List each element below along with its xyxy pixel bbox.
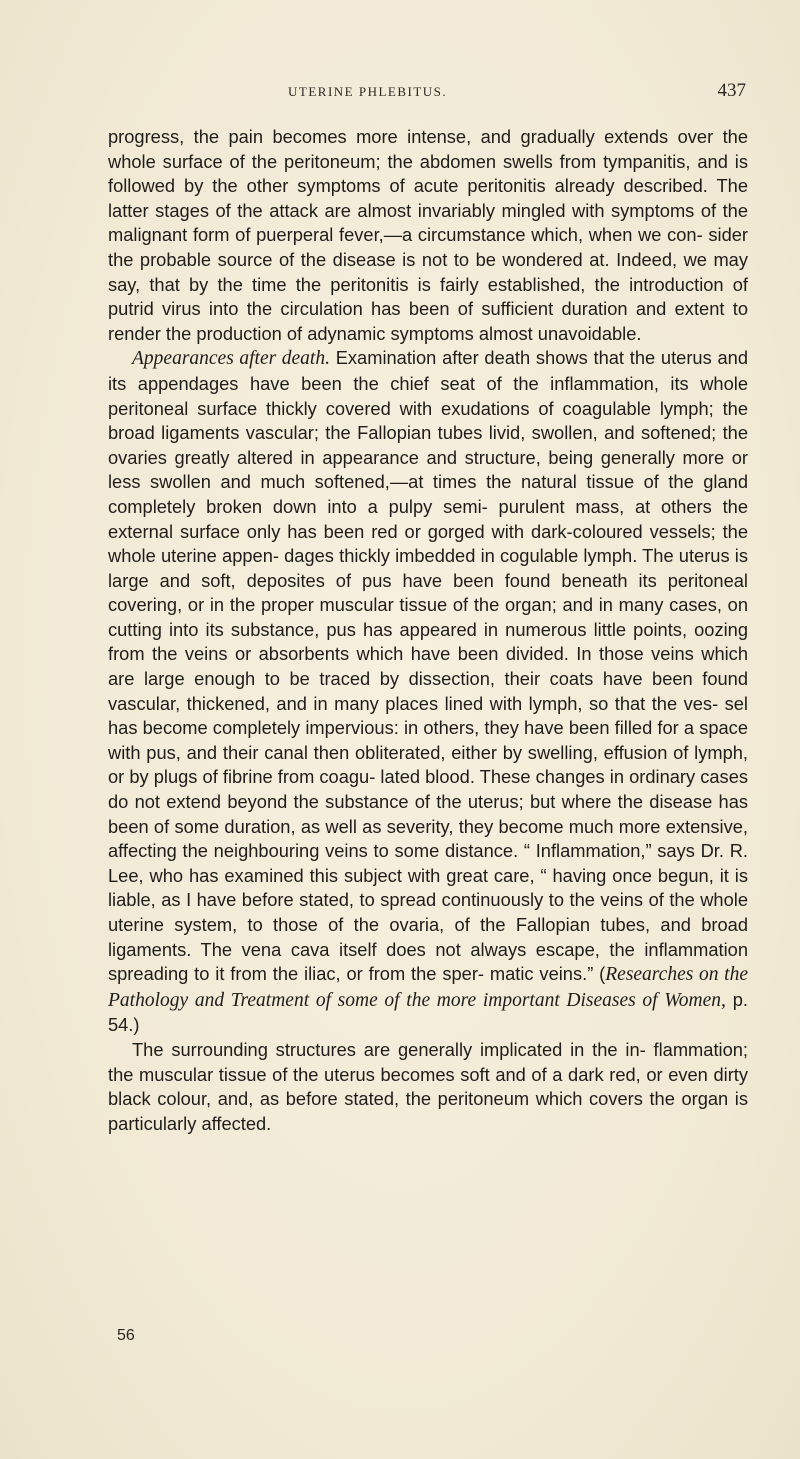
section-heading-appearances: Appearances after death.	[132, 348, 330, 370]
running-head: UTERINE PHLEBITUS.	[288, 84, 448, 99]
paragraph-appearances	[108, 346, 748, 1038]
body-text	[108, 125, 748, 1136]
paragraph-appearances-body: Examination after death shows that the uterus and its appendages have been the chief seat of the inflammation, its whole peritoneal surface thickly covered with exudations of coagulable lymph; the broad ligaments vascular; the Fallopian tubes livid, swollen, and softened; the ovaries greatly altered in appearance and structure, being generally more or less swollen and much softened,—at times the natural tissue of the gland completely broken down into a pulpy semi- purulent mass, at others the external surface only has been red or gorged with dark-coloured vessels; the whole uterine appen- dages thickly imbedded in cogulable lymph. The uterus is large and soft, deposites of pus have been found beneath its peritoneal covering, or in the proper muscular tissue of the organ; and in many cases, on cutting into its substance, pus has appeared in numerous little points, oozing from the veins or absorbents which have been divided. In those veins which are large enough to be traced by dissection, their coats have been found vascular, thickened, and in many places lined with lymph, so that the ves- sel has become completely impervious: in others, they have been filled for a space with pus, and their canal then obliterated, either by swelling, effusion of lymph, or by plugs of fibrine from coagu- lated blood. These changes in ordinary cases do not extend beyond the substance of the uterus; but where the disease has been of some duration, as well as severity, they become much more extensive, affecting the neighbouring veins to some distance. “ Inflammation,” says Dr. R. Lee, who has examined this subject with great care, “ having once begun, it is liable, as I have before stated, to spread continuously to the veins of the whole uterine system, to those of the ovaria, of the Fallopian tubes, and broad ligaments. The vena cava itself does not always escape, the inflammation spreading to it from the iliac, or from the sper- matic veins.” (	[108, 347, 748, 985]
citation-title: Researches on the Pathology and Treatment of some of the more important Diseases of Women,	[108, 964, 748, 1011]
paragraph-progress: progress, the pain becomes more intense, and gradually extends over the whole surface of the peritoneum; the abdomen swells from tympanitis, and is followed by the other symptoms of acute peritonitis already described. The latter stages of the attack are almost invariably mingled with symptoms of the malignant form of puerperal fever,—a circumstance which, when we con- sider the probable source of the disease is not to be wondered at. Indeed, we may say, that by the time the peritonitis is fairly established, the introduction of putrid virus into the circulation has been of sufficient duration and extent to render the production of adynamic symptoms almost unavoidable.	[108, 126, 748, 344]
page-number: 437	[717, 80, 746, 101]
paragraph-surrounding-structures: The surrounding structures are generally implicated in the in- flammation; the muscular tissue of the uterus becomes soft and of a dark red, or even dirty black colour, and, as before stated, the peritoneum which covers the organ is particularly affected.	[108, 1038, 748, 1134]
page-header	[108, 80, 746, 108]
signature-mark: 56	[117, 1327, 135, 1344]
citation-page: p. 54.)	[108, 988, 748, 1036]
